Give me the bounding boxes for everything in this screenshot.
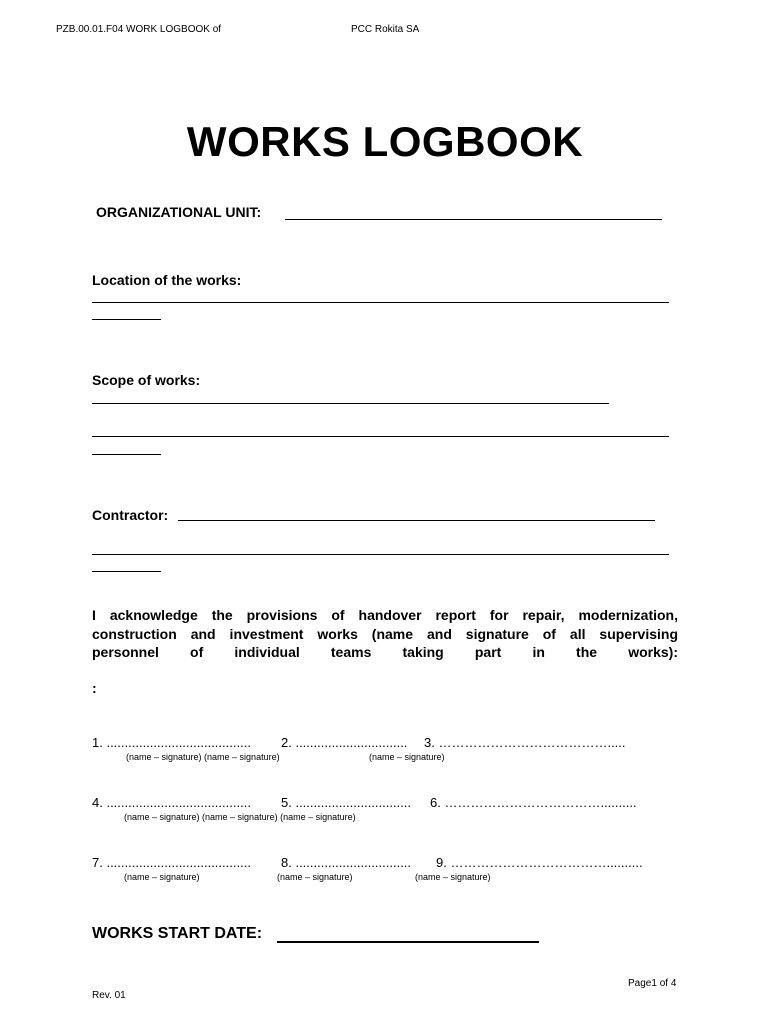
signature-caption-8: (name – signature) — [277, 872, 353, 882]
location-label: Location of the works: — [92, 272, 242, 288]
company-name: PCC Rokita SA — [351, 24, 420, 35]
scope-label: Scope of works: — [92, 372, 201, 388]
signature-caption-7: (name – signature) — [124, 872, 200, 882]
org-unit-field[interactable] — [285, 219, 662, 220]
signature-slot-5[interactable]: 5. ................................ — [281, 795, 412, 810]
contractor-field-line-2[interactable] — [92, 554, 669, 555]
start-date-label: WORKS START DATE: — [92, 925, 263, 942]
org-unit-label: ORGANIZATIONAL UNIT: — [96, 204, 262, 220]
signature-slot-7[interactable]: 7. ........................................ — [92, 855, 251, 870]
scope-field-line-2[interactable] — [92, 436, 669, 437]
acknowledgement-colon: : — [92, 680, 97, 696]
contractor-field-line-3[interactable] — [92, 571, 161, 572]
signature-slot-6[interactable]: 6. ……………………………….......... — [430, 795, 637, 810]
contractor-label: Contractor: — [92, 507, 169, 523]
signature-caption-9: (name – signature) — [415, 872, 491, 882]
signature-slot-9[interactable]: 9. ……………………………….......... — [436, 855, 643, 870]
page-title: WORKS LOGBOOK — [186, 118, 584, 165]
revision: Rev. 01 — [92, 990, 126, 1001]
location-field-line-1[interactable] — [92, 302, 669, 303]
page-number: Page1 of 4 — [628, 978, 677, 989]
signature-caption-4-6: (name – signature) (name – signature) (name – signature) — [124, 812, 356, 822]
scope-field-line-3[interactable] — [92, 454, 161, 455]
signature-slot-4[interactable]: 4. ........................................ — [92, 795, 251, 810]
acknowledgement-line-3: personnel of individual teams taking part in the works): — [92, 644, 678, 660]
document-code: PZB.00.01.F04 WORK LOGBOOK of — [56, 24, 222, 35]
start-date-field[interactable] — [277, 941, 539, 943]
acknowledgement-line-2: construction and investment works (name and signature of all supervising — [92, 626, 678, 642]
signature-slot-1[interactable]: 1. ........................................ — [92, 735, 251, 750]
signature-caption-3: (name – signature) — [369, 752, 445, 762]
location-field-line-2[interactable] — [92, 319, 161, 320]
scope-field-line-1[interactable] — [92, 403, 609, 404]
acknowledgement-line-1: I acknowledge the provisions of handover report for repair, modernization, — [92, 607, 678, 623]
signature-caption-1-2: (name – signature) (name – signature) — [126, 752, 280, 762]
contractor-field-line-1[interactable] — [178, 520, 655, 521]
signature-slot-2[interactable]: 2. ............................... — [281, 735, 408, 750]
signature-slot-8[interactable]: 8. ................................ — [281, 855, 412, 870]
signature-slot-3[interactable]: 3. …………………………………..... — [424, 735, 626, 750]
